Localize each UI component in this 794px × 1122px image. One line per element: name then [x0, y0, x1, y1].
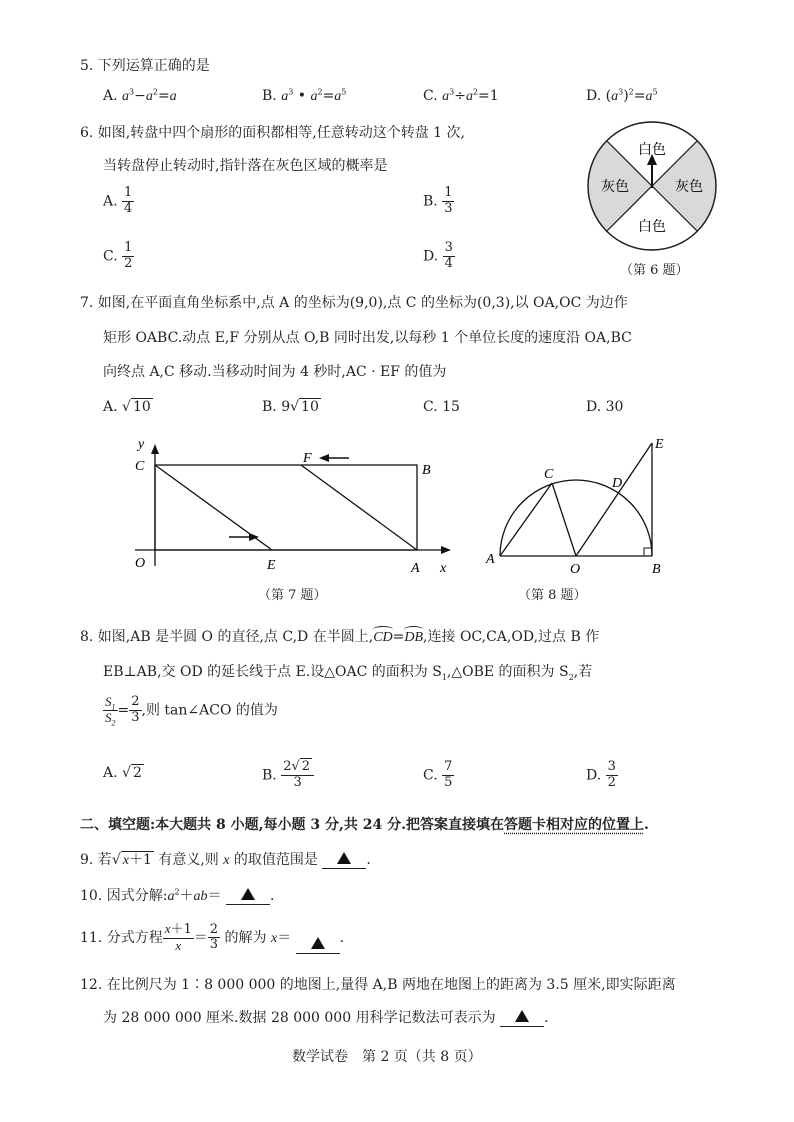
q12-line1: 12. 在比例尺为 1∶8 000 000 的地图上,量得 A,B 两地在地图上的距离为 3.5 厘米,即实际距离 [80, 977, 676, 993]
q8-option-c: C. $\frac{7}{5}$ [423, 759, 453, 790]
page-footer: 数学试卷 第 2 页（共 8 页） [292, 1049, 482, 1065]
svg-text:A: A [486, 552, 495, 567]
q9: 9. 若√ x＋1 有意义,则 x 的取值范围是 . [80, 852, 371, 868]
q8-caption: （第 8 题） [518, 588, 587, 603]
q8-figure [482, 432, 682, 582]
q8-line1: 8. 如图,AB 是半圆 O 的直径,点 C,D 在半圆上,CD=DB,连接 OC,CA,OD,过点 B 作 [80, 629, 600, 645]
q11: 11. 分式方程 $\frac{x+1}{x}$ ＝ $\frac{2}{3}$ 的解为 x＝ . [80, 921, 345, 953]
rectangle-oabc [155, 465, 417, 550]
q8-option-a: A. √ 2 [103, 765, 142, 781]
svg-text:x: x [440, 561, 447, 576]
q5-option-d: D. $(a^3)^2=a^5$ [586, 87, 658, 104]
q7-option-a: A. √ 10 [103, 399, 151, 415]
svg-text:y: y [138, 438, 145, 452]
triangle-icon [515, 1010, 529, 1022]
right-angle-mark [644, 548, 652, 556]
q10-answer-blank[interactable] [226, 888, 270, 905]
q6-stem-line2: 当转盘停止转动时,指针落在灰色区域的概率是 [103, 158, 388, 174]
triangle-icon [241, 888, 255, 900]
svg-text:C: C [544, 467, 554, 482]
svg-text:D: D [612, 476, 623, 491]
q5-option-c: C. $a^3\div a^2=1$ [423, 87, 499, 104]
segment-oe [576, 443, 652, 556]
svg-text:F: F [303, 451, 312, 466]
q7-figure [125, 438, 465, 578]
q9-answer-blank[interactable] [322, 852, 366, 869]
q7-caption: （第 7 题） [258, 588, 327, 603]
triangle-icon [311, 937, 325, 949]
segment-oc [552, 483, 576, 556]
spinner-label-left: 灰色 [601, 179, 629, 195]
triangle-icon [337, 852, 351, 864]
q11-answer-blank[interactable] [296, 937, 340, 954]
q7-option-c: C. 15 [423, 399, 460, 415]
semicircle [500, 480, 652, 556]
svg-text:O: O [135, 556, 146, 571]
q7-line2: 矩形 OABC.动点 E,F 分别从点 O,B 同时出发,以每秒 1 个单位长度的速度沿 OA,BC [103, 330, 632, 346]
svg-text:E: E [267, 558, 276, 573]
q8-option-b: B. $\frac{2√ 2}{3}$ [262, 760, 314, 791]
spinner-label-top: 白色 [638, 142, 666, 158]
svg-text:B: B [422, 463, 431, 478]
q10: 10. 因式分解$:a^2+ab=$ . [80, 887, 275, 904]
svg-text:A: A [411, 561, 420, 576]
q6-option-c: C. $\frac{1}{2}$ [103, 240, 133, 271]
q6-stem-line1: 6. 如图,转盘中四个扇形的面积都相等,任意转动这个转盘 1 次, [80, 125, 465, 141]
svg-text:B: B [652, 562, 661, 577]
q6-caption: （第 6 题） [620, 263, 689, 278]
q7-option-d: D. 30 [586, 399, 624, 415]
q6-option-d: D. $\frac{3}{4}$ [423, 240, 453, 271]
q6-option-a: A. $\frac{1}{4}$ [103, 185, 133, 216]
svg-text:O: O [570, 562, 581, 577]
spinner-label-bottom: 白色 [638, 219, 666, 235]
segment-fa [301, 465, 417, 550]
spinner-figure [582, 118, 722, 278]
segment-ca [500, 483, 552, 556]
q8-line2: EB⊥AB,交 OD 的延长线于点 E.设△OAC 的面积为 $S_1,\triangle OBE$ 的面积为 $S_2$,若 [103, 664, 593, 682]
svg-text:E: E [655, 437, 664, 452]
q8-option-d: D. $\frac{3}{2}$ [586, 759, 616, 790]
q7-line1: 7. 如图,在平面直角坐标系中,点 A 的坐标为(9,0),点 C 的坐标为(0,3),以 OA,OC 为边作 [80, 295, 628, 311]
q5-stem: 5. 下列运算正确的是 [80, 58, 210, 74]
spinner-label-right: 灰色 [675, 179, 703, 195]
q12-answer-blank[interactable] [500, 1010, 544, 1027]
q5-option-a: A. $a^3-a^2=a$ [103, 87, 177, 104]
q7-line3: 向终点 A,C 移动.当移动时间为 4 秒时,AC · EF 的值为 [103, 364, 447, 380]
q8-line3: $\frac{S_1}{S_2}$ = $\frac{2}{3}$ ,则 tan∠ACO 的值为 [105, 694, 278, 728]
svg-text:C: C [135, 459, 145, 474]
q5-option-b: B. $a^3$ • $a^2=a^5$ [262, 87, 347, 104]
q6-option-b: B. $\frac{1}{3}$ [423, 185, 453, 216]
q7-option-b: B. 9√ 10 [262, 399, 319, 415]
q12-line2: 为 28 000 000 厘米.数据 28 000 000 用科学记数法可表示为 . [103, 1010, 549, 1026]
section2-heading: 二、填空题:本大题共 8 小题,每小题 3 分,共 24 分.把答案直接填在答题卡相对应的位置上. [80, 817, 649, 833]
